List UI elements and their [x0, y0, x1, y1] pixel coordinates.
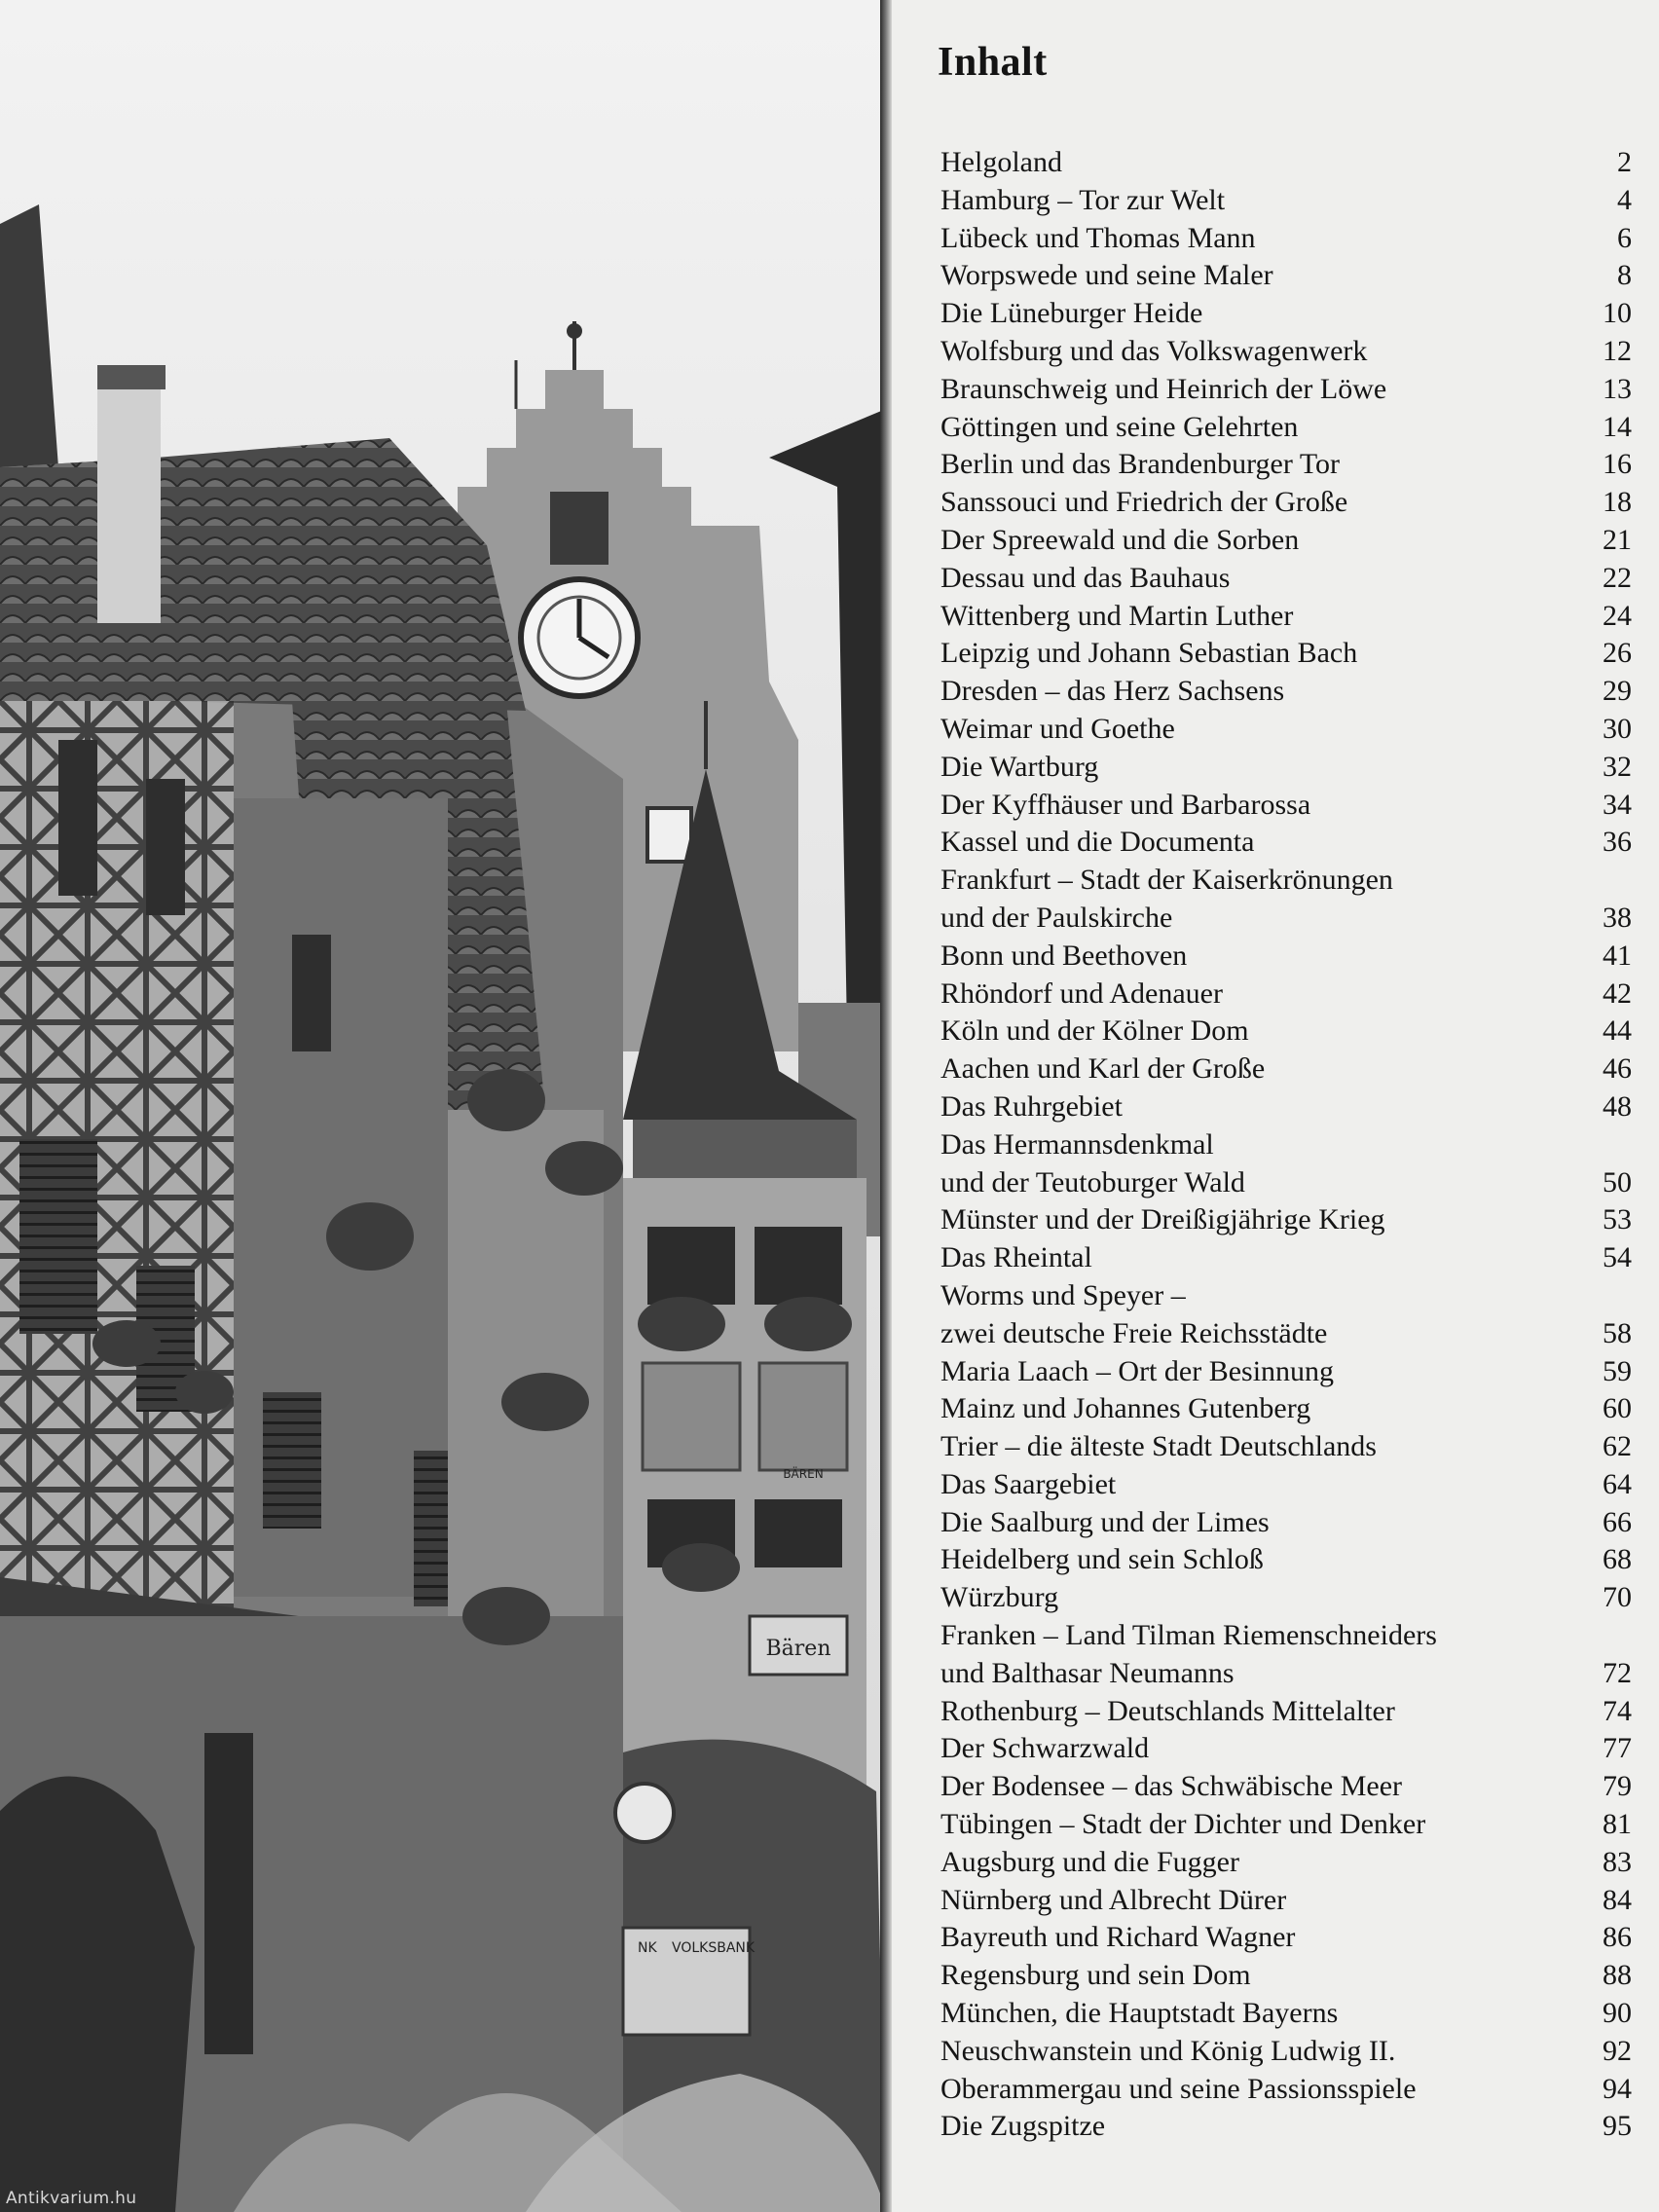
- toc-entry-title: Wittenberg und Martin Luther: [940, 599, 1294, 632]
- toc-list: [940, 144, 1632, 2146]
- toc-entry-title: Würzburg: [940, 1581, 1059, 1614]
- baren-sign-lower: Bären: [765, 1637, 831, 1661]
- toc-entry-title: Die Lüneburger Heide: [940, 297, 1203, 330]
- toc-entry-title: Das Ruhrgebiet: [940, 1089, 1123, 1123]
- toc-entry-page: 83: [1603, 1845, 1632, 1878]
- toc-entry: [940, 938, 1632, 976]
- toc-entry-page: 60: [1603, 1392, 1632, 1425]
- toc-entry: [940, 976, 1632, 1014]
- baren-sign: BÄREN: [783, 1467, 824, 1481]
- toc-entry: [940, 144, 1632, 182]
- toc-entry-title: Der Bodensee – das Schwäbische Meer: [940, 1770, 1403, 1803]
- toc-entry-title: Der Spreewald und die Sorben: [940, 523, 1300, 556]
- toc-entry-title: Neuschwanstein und König Ludwig II.: [940, 2034, 1396, 2067]
- toc-entry-page: 74: [1603, 1694, 1632, 1727]
- toc-entry-page: 94: [1603, 2072, 1632, 2105]
- toc-entry: [940, 1995, 1632, 2033]
- toc-entry-title: Das Rheintal: [940, 1241, 1092, 1274]
- volksbank-sign: VOLKSBANK: [672, 1940, 756, 1956]
- toc-entry-page: 77: [1603, 1732, 1632, 1765]
- toc-entry-page: 92: [1603, 2034, 1632, 2067]
- toc-entry-title: Dresden – das Herz Sachsens: [940, 675, 1285, 708]
- toc-entry-page: 21: [1603, 523, 1632, 556]
- toc-entry: [940, 1239, 1632, 1277]
- toc-entry-title: Das Hermannsdenkmal und der Teutoburger Wald: [940, 1127, 1245, 1198]
- toc-entry: [940, 295, 1632, 333]
- toc-entry-page: 24: [1603, 599, 1632, 632]
- toc-entry-title: Lübeck und Thomas Mann: [940, 221, 1256, 254]
- toc-entry-title: Köln und der Kölner Dom: [940, 1014, 1249, 1048]
- toc-entry: [940, 1428, 1632, 1466]
- toc-entry-page: 81: [1603, 1808, 1632, 1841]
- toc-entry: [940, 2033, 1632, 2071]
- volksbank-sign-prefix: NK: [638, 1940, 657, 1956]
- toc-entry: [940, 787, 1632, 825]
- toc-entry: [940, 1693, 1632, 1731]
- toc-entry-title: Kassel und die Documenta: [940, 826, 1255, 859]
- toc-entry: [940, 598, 1632, 636]
- toc-entry-title: Wolfsburg und das Volkswagenwerk: [940, 334, 1368, 367]
- toc-entry: [940, 711, 1632, 749]
- toc-entry-title: Tübingen – Stadt der Dichter und Denker: [940, 1808, 1426, 1841]
- toc-entry: [940, 1768, 1632, 1806]
- toc-entry-page: 62: [1603, 1430, 1632, 1463]
- toc-entry: [940, 1730, 1632, 1768]
- toc-entry: [940, 1051, 1632, 1088]
- toc-entry-title: Nürnberg und Albrecht Dürer: [940, 1883, 1287, 1916]
- toc-entry-page: 54: [1603, 1241, 1632, 1274]
- toc-entry-page: 42: [1603, 977, 1632, 1010]
- toc-entry-title: München, die Hauptstadt Bayerns: [940, 1997, 1339, 2030]
- toc-entry: [940, 1390, 1632, 1428]
- toc-entry-title: Münster und der Dreißigjährige Krieg: [940, 1203, 1385, 1236]
- toc-entry: [940, 1504, 1632, 1542]
- toc-entry: [940, 1353, 1632, 1391]
- toc-entry-title: Bayreuth und Richard Wagner: [940, 1921, 1296, 1954]
- toc-entry-title: Hamburg – Tor zur Welt: [940, 183, 1226, 216]
- toc-entry-title: Berlin und das Brandenburger Tor: [940, 448, 1341, 481]
- toc-entry: [940, 1844, 1632, 1882]
- toc-entry-page: 41: [1603, 939, 1632, 972]
- toc-entry: [940, 1882, 1632, 1920]
- toc-entry-page: 66: [1603, 1505, 1632, 1538]
- toc-entry-page: 64: [1603, 1467, 1632, 1500]
- toc-entry-title: Rothenburg – Deutschlands Mittelalter: [940, 1694, 1395, 1727]
- toc-entry: [940, 1466, 1632, 1504]
- toc-entry-page: 2: [1617, 146, 1632, 178]
- toc-entry-page: 10: [1603, 297, 1632, 330]
- toc-entry: [940, 2108, 1632, 2146]
- toc-entry: [940, 1126, 1632, 1202]
- toc-entry-title: Oberammergau und seine Passionsspiele: [940, 2072, 1417, 2105]
- toc-entry: [940, 484, 1632, 522]
- toc-entry-page: 53: [1603, 1203, 1632, 1236]
- toc-entry: [940, 522, 1632, 560]
- toc-entry-title: Mainz und Johannes Gutenberg: [940, 1392, 1311, 1425]
- toc-entry-page: 38: [1603, 901, 1632, 934]
- toc-entry-page: 72: [1603, 1656, 1632, 1689]
- toc-entry-title: Leipzig und Johann Sebastian Bach: [940, 637, 1358, 670]
- toc-entry-page: 13: [1603, 372, 1632, 405]
- toc-entry-page: 34: [1603, 788, 1632, 821]
- toc-entry-page: 95: [1603, 2110, 1632, 2143]
- toc-entry: [940, 446, 1632, 484]
- toc-entry: [940, 673, 1632, 711]
- toc-entry-page: 79: [1603, 1770, 1632, 1803]
- toc-entry: [940, 2071, 1632, 2109]
- toc-entry: [940, 1919, 1632, 1957]
- toc-entry-title: Worpswede und seine Maler: [940, 259, 1273, 292]
- toc-entry: [940, 1013, 1632, 1051]
- toc-entry: [940, 257, 1632, 295]
- toc-entry-page: 26: [1603, 637, 1632, 670]
- toc-entry: [940, 824, 1632, 862]
- toc-entry-title: Sanssouci und Friedrich der Große: [940, 486, 1348, 519]
- toc-entry-title: Der Kyffhäuser und Barbarossa: [940, 788, 1311, 821]
- toc-entry-title: Franken – Land Tilman Riemenschneiders und Balthasar Neumanns: [940, 1619, 1437, 1689]
- toc-entry-title: Die Saalburg und der Limes: [940, 1505, 1270, 1538]
- toc-entry: [940, 371, 1632, 409]
- toc-entry-page: 30: [1603, 712, 1632, 745]
- toc-entry: [940, 862, 1632, 938]
- toc-entry-title: Helgoland: [940, 146, 1062, 178]
- toc-entry-page: 84: [1603, 1883, 1632, 1916]
- toc-entry-page: 48: [1603, 1089, 1632, 1123]
- toc-entry: [940, 1579, 1632, 1617]
- toc-entry-title: Der Schwarzwald: [940, 1732, 1150, 1765]
- toc-entry: [940, 1277, 1632, 1353]
- toc-entry: [940, 182, 1632, 220]
- traffic-sign-icon: [615, 1784, 674, 1842]
- toc-entry-title: Weimar und Goethe: [940, 712, 1175, 745]
- toc-entry-title: Die Zugspitze: [940, 2110, 1106, 2143]
- toc-entry-page: 4: [1617, 183, 1632, 216]
- toc-entry-page: 68: [1603, 1543, 1632, 1576]
- toc-entry: [940, 1957, 1632, 1995]
- toc-entry-title: Aachen und Karl der Große: [940, 1052, 1266, 1086]
- toc-entry-title: Frankfurt – Stadt der Kaiserkrönungen und der Paulskirche: [940, 864, 1393, 934]
- toc-entry-title: Regensburg und sein Dom: [940, 1959, 1251, 1992]
- toc-entry-title: Das Saargebiet: [940, 1467, 1117, 1500]
- toc-entry-title: Göttingen und seine Gelehrten: [940, 410, 1299, 443]
- toc-entry-page: 8: [1617, 259, 1632, 292]
- toc-entry-page: 70: [1603, 1581, 1632, 1614]
- toc-entry: [940, 1541, 1632, 1579]
- toc-entry: [940, 333, 1632, 371]
- toc-entry: [940, 749, 1632, 787]
- toc-entry: [940, 1088, 1632, 1126]
- toc-entry-title: Dessau und das Bauhaus: [940, 561, 1231, 594]
- toc-entry-page: 22: [1603, 561, 1632, 594]
- toc-entry-title: Augsburg und die Fugger: [940, 1845, 1239, 1878]
- watermark: Antikvarium.hu: [6, 2189, 137, 2208]
- toc-title: Inhalt: [938, 40, 1048, 85]
- toc-entry-page: 16: [1603, 448, 1632, 481]
- toc-entry-page: 14: [1603, 410, 1632, 443]
- book-spine-shadow: [880, 0, 892, 2212]
- toc-entry-page: 46: [1603, 1052, 1632, 1086]
- toc-entry-title: Bonn und Beethoven: [940, 939, 1188, 972]
- toc-entry-page: 50: [1603, 1165, 1632, 1198]
- toc-entry: [940, 409, 1632, 447]
- toc-entry-page: 6: [1617, 221, 1632, 254]
- toc-entry-title: Heidelberg und sein Schloß: [940, 1543, 1264, 1576]
- toc-entry: [940, 1201, 1632, 1239]
- toc-entry-title: Trier – die älteste Stadt Deutschlands: [940, 1430, 1377, 1463]
- toc-entry-page: 36: [1603, 826, 1632, 859]
- toc-entry-page: 32: [1603, 750, 1632, 783]
- toc-entry-title: Die Wartburg: [940, 750, 1099, 783]
- toc-entry: [940, 1617, 1632, 1693]
- toc-entry: [940, 635, 1632, 673]
- toc-entry-title: Braunschweig und Heinrich der Löwe: [940, 372, 1387, 405]
- toc-entry-title: Rhöndorf und Adenauer: [940, 977, 1223, 1010]
- toc-entry-page: 58: [1603, 1316, 1632, 1349]
- toc-entry-page: 90: [1603, 1997, 1632, 2030]
- toc-entry: [940, 560, 1632, 598]
- toc-entry-page: 86: [1603, 1921, 1632, 1954]
- toc-entry-page: 18: [1603, 486, 1632, 519]
- toc-entry: [940, 1806, 1632, 1844]
- toc-entry-title: Worms und Speyer – zwei deutsche Freie Reichsstädte: [940, 1278, 1328, 1349]
- toc-entry-title: Maria Laach – Ort der Besinnung: [940, 1354, 1335, 1387]
- toc-entry-page: 44: [1603, 1014, 1632, 1048]
- toc-entry-page: 12: [1603, 334, 1632, 367]
- toc-entry-page: 29: [1603, 675, 1632, 708]
- toc-entry-page: 59: [1603, 1354, 1632, 1387]
- toc-entry-page: 88: [1603, 1959, 1632, 1992]
- toc-entry: [940, 220, 1632, 258]
